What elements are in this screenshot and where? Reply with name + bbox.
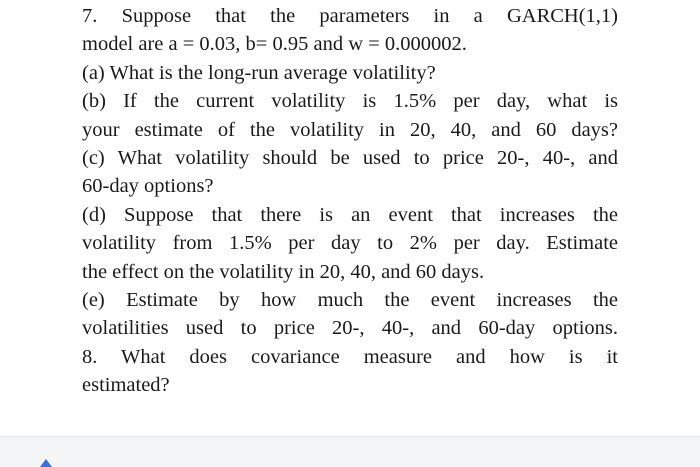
question-line: your estimate of the volatility in 20, 40, and 60 days?: [82, 118, 618, 141]
question-line: volatility from 1.5% per day to 2% per day. Estimate: [82, 232, 618, 255]
question-line: model are a = 0.03, b= 0.95 and w = 0.000002.: [82, 33, 467, 56]
question-line: (d) Suppose that there is an event that increases the: [82, 203, 618, 226]
question-line: 7. Suppose that the parameters in a GARCH(1,1): [82, 5, 618, 27]
question-line: (a) What is the long-run average volatility?: [82, 61, 436, 84]
caret-up-icon: [40, 459, 52, 467]
question-line: (e) Estimate by how much the event increases the: [82, 288, 618, 311]
question-line: estimated?: [82, 374, 170, 397]
question-line: the effect on the volatility in 20, 40, and 60 days.: [82, 260, 485, 283]
question-line: 8. What does covariance measure and how is it: [82, 345, 618, 368]
question-line: 60-day options?: [82, 175, 214, 198]
bottom-bar: [0, 436, 700, 467]
question-line: volatilities used to price 20-, 40-, and 60-day options.: [82, 317, 618, 340]
question-line: (b) If the current volatility is 1.5% per day, what is: [82, 90, 618, 113]
question-line: (c) What volatility should be used to price 20-, 40-, and: [82, 146, 618, 169]
question-text: [82, 2, 618, 399]
